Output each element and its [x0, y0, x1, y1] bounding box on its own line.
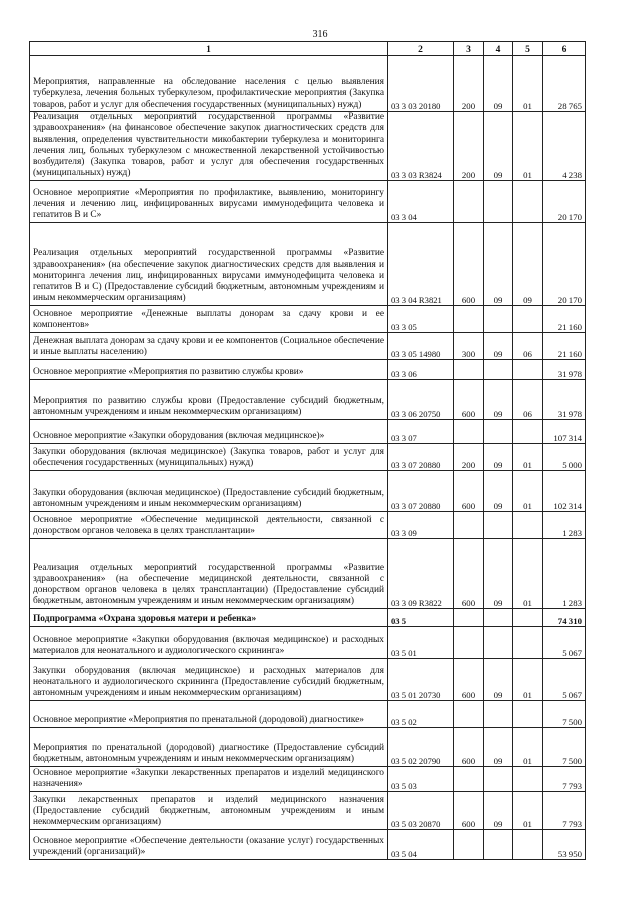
- column-header: 3: [454, 42, 484, 56]
- row-code-cell: 03 5 01 20730: [388, 658, 454, 700]
- row-expense-type-cell: [454, 700, 484, 727]
- row-expense-type-cell: 300: [454, 332, 484, 359]
- row-sum-cell: 5 067: [543, 626, 586, 658]
- row-code-cell: 03 3 09 R3822: [388, 538, 454, 608]
- table-row: [30, 222, 586, 305]
- row-code-cell: 03 5 03: [388, 766, 454, 791]
- row-section-cell: [484, 700, 513, 727]
- row-code-cell: 03 3 06 20750: [388, 379, 454, 419]
- row-subsection-cell: 06: [513, 379, 543, 419]
- row-subsection-cell: [513, 511, 543, 538]
- row-expense-type-cell: [454, 626, 484, 658]
- row-subsection-cell: 01: [513, 470, 543, 511]
- table-row: [30, 700, 586, 727]
- row-section-cell: 09: [484, 56, 513, 112]
- row-code-cell: 03 3 05: [388, 305, 454, 332]
- row-code-cell: 03 3 05 14980: [388, 332, 454, 359]
- row-code-cell: 03 5 03 20870: [388, 791, 454, 829]
- row-subsection-cell: [513, 700, 543, 727]
- row-expense-type-cell: 200: [454, 443, 484, 470]
- row-section-cell: [484, 359, 513, 379]
- row-expense-type-cell: 600: [454, 791, 484, 829]
- budget-table: [29, 41, 586, 860]
- row-expense-type-cell: 200: [454, 56, 484, 112]
- row-expense-type-cell: [454, 419, 484, 443]
- row-name-cell: Денежная выплата донорам за сдачу крови и ее компонентов (Социальное обеспечение и иные выплаты населению): [30, 332, 388, 359]
- row-code-cell: 03 3 07 20880: [388, 443, 454, 470]
- row-name-cell: Основное мероприятие «Мероприятия по профилактике, выявлению, мониторингу лечения и лечению лиц, инфицированных вирусами иммунодефицита человека и гепатитов В и С»: [30, 180, 388, 222]
- row-section-cell: 09: [484, 470, 513, 511]
- row-expense-type-cell: 200: [454, 112, 484, 181]
- row-name-cell: Закупки лекарственных препаратов и изделий медицинского назначения (Предоставление субсидий бюджетным, автономным учреждениям и иным некоммерческим организациям): [30, 791, 388, 829]
- row-name-cell: Закупки оборудования (включая медицинское) и расходных материалов для неонатального и аудиологического скрининга (Предоставление субсидий бюджетным, автономным учреждениям и иным некоммерческим организациям): [30, 658, 388, 700]
- row-subsection-cell: 01: [513, 791, 543, 829]
- row-name-cell: Основное мероприятие «Закупки оборудования (включая медицинское) и расходных материалов для неонатального и аудиологического скрининга»: [30, 626, 388, 658]
- row-sum-cell: 4 238: [543, 112, 586, 181]
- row-subsection-cell: 01: [513, 658, 543, 700]
- row-name-cell: Основное мероприятие «Мероприятия по пренатальной (дородовой) диагностике»: [30, 700, 388, 727]
- row-expense-type-cell: [454, 608, 484, 626]
- row-section-cell: 09: [484, 443, 513, 470]
- row-sum-cell: 7 793: [543, 791, 586, 829]
- table-row: [30, 538, 586, 608]
- row-subsection-cell: [513, 359, 543, 379]
- row-code-cell: 03 3 06: [388, 359, 454, 379]
- row-section-cell: 09: [484, 727, 513, 766]
- row-code-cell: 03 5 04: [388, 829, 454, 859]
- table-row: [30, 359, 586, 379]
- row-expense-type-cell: 600: [454, 470, 484, 511]
- row-section-cell: 09: [484, 379, 513, 419]
- row-name-cell: Реализация отдельных мероприятий государственной программы «Развитие здравоохранения» (на финансовое обеспечение закупок диагностических средств для выявления, определения чувствительности микобактерии туберкулеза и мониторинга лечения лиц, больных туберкулезом с множественной лекарственной устойчивостью возбудителя) (Закупка товаров, работ и услуг для обеспечения государственных (муниципальных) нужд): [30, 112, 388, 181]
- row-code-cell: 03 3 07 20880: [388, 470, 454, 511]
- row-expense-type-cell: [454, 766, 484, 791]
- row-subsection-cell: [513, 419, 543, 443]
- row-expense-type-cell: 600: [454, 538, 484, 608]
- table-row: [30, 658, 586, 700]
- row-sum-cell: 74 310: [543, 608, 586, 626]
- row-sum-cell: 7 500: [543, 700, 586, 727]
- table-row: [30, 829, 586, 859]
- column-header: 5: [513, 42, 543, 56]
- row-subsection-cell: [513, 305, 543, 332]
- row-section-cell: [484, 180, 513, 222]
- row-code-cell: 03 3 07: [388, 419, 454, 443]
- row-expense-type-cell: 600: [454, 379, 484, 419]
- row-section-cell: 09: [484, 791, 513, 829]
- row-sum-cell: 31 978: [543, 379, 586, 419]
- table-row: [30, 419, 586, 443]
- row-sum-cell: 20 170: [543, 222, 586, 305]
- table-row: [30, 180, 586, 222]
- row-expense-type-cell: 600: [454, 727, 484, 766]
- row-code-cell: 03 3 03 20180: [388, 56, 454, 112]
- row-code-cell: 03 3 03 R3824: [388, 112, 454, 181]
- row-name-cell: Основное мероприятие «Обеспечение медицинской деятельности, связанной с донорством органов человека в целях трансплантации»: [30, 511, 388, 538]
- row-subsection-cell: [513, 626, 543, 658]
- row-sum-cell: 21 160: [543, 332, 586, 359]
- row-name-cell: Основное мероприятие «Денежные выплаты донорам за сдачу крови и ее компонентов»: [30, 305, 388, 332]
- row-name-cell: Закупки оборудования (включая медицинское) (Закупка товаров, работ и услуг для обеспечения государственных (муниципальных) нужд): [30, 443, 388, 470]
- table-row: [30, 470, 586, 511]
- row-subsection-cell: 01: [513, 443, 543, 470]
- row-sum-cell: 7 500: [543, 727, 586, 766]
- row-code-cell: 03 3 04 R3821: [388, 222, 454, 305]
- row-section-cell: [484, 608, 513, 626]
- table-row: [30, 511, 586, 538]
- row-code-cell: 03 3 04: [388, 180, 454, 222]
- row-name-cell: Основное мероприятие «Мероприятия по развитию службы крови»: [30, 359, 388, 379]
- row-name-cell: Мероприятия, направленные на обследование населения с целью выявления туберкулеза, лечения больных туберкулезом, профилактические мероприятия (Закупка товаров, работ и услуг для обеспечения государственных (муниципальных) нужд): [30, 56, 388, 112]
- table-header-row: [30, 42, 586, 56]
- row-subsection-cell: 01: [513, 56, 543, 112]
- row-subsection-cell: [513, 608, 543, 626]
- table-row: [30, 766, 586, 791]
- table-row: [30, 727, 586, 766]
- row-sum-cell: 7 793: [543, 766, 586, 791]
- row-subsection-cell: [513, 829, 543, 859]
- row-section-cell: 09: [484, 538, 513, 608]
- row-subsection-cell: 01: [513, 112, 543, 181]
- table-row: [30, 305, 586, 332]
- row-name-cell: Основное мероприятие «Закупки оборудования (включая медицинское)»: [30, 419, 388, 443]
- table-body: [30, 56, 586, 860]
- column-header: 1: [30, 42, 388, 56]
- row-subsection-cell: [513, 766, 543, 791]
- row-sum-cell: 20 170: [543, 180, 586, 222]
- row-code-cell: 03 5 02: [388, 700, 454, 727]
- row-sum-cell: 1 283: [543, 538, 586, 608]
- page-number: 316: [312, 29, 328, 40]
- row-name-cell: Основное мероприятие «Закупки лекарственных препаратов и изделий медицинского назначения»: [30, 766, 388, 791]
- row-expense-type-cell: [454, 511, 484, 538]
- row-sum-cell: 5 067: [543, 658, 586, 700]
- table-row: [30, 443, 586, 470]
- row-sum-cell: 53 950: [543, 829, 586, 859]
- row-sum-cell: 28 765: [543, 56, 586, 112]
- row-name-cell: Мероприятия по пренатальной (дородовой) диагностике (Предоставление субсидий бюджетным, автономным учреждениям и иным некоммерческим организациям): [30, 727, 388, 766]
- row-name-cell: Реализация отдельных мероприятий государственной программы «Развитие здравоохранения» (на обеспечение закупок диагностических средств для выявления и мониторинга лечения лиц, инфицированных вирусами иммунодефицита человека и гепатитов В и С) (Предоставление субсидий бюджетным, автономным учреждениям и иным некоммерческим организациям): [30, 222, 388, 305]
- row-subsection-cell: 01: [513, 538, 543, 608]
- row-section-cell: [484, 305, 513, 332]
- row-expense-type-cell: [454, 180, 484, 222]
- column-header: 2: [388, 42, 454, 56]
- row-section-cell: [484, 626, 513, 658]
- column-header: 6: [543, 42, 586, 56]
- row-section-cell: 09: [484, 112, 513, 181]
- row-subsection-cell: 01: [513, 727, 543, 766]
- row-name-cell: Реализация отдельных мероприятий государственной программы «Развитие здравоохранения» (на обеспечение медицинской деятельности, связанной с донорством органов человека в целях трансплантации) (Предоставление субсидий бюджетным, автономным учреждениям и иным некоммерческим организациям): [30, 538, 388, 608]
- table-row: [30, 332, 586, 359]
- table-row: [30, 112, 586, 181]
- table-row: [30, 608, 586, 626]
- row-subsection-cell: 06: [513, 332, 543, 359]
- row-expense-type-cell: 600: [454, 222, 484, 305]
- row-name-cell: Мероприятия по развитию службы крови (Предоставление субсидий бюджетным, автономным учреждениям и иным некоммерческим организациям): [30, 379, 388, 419]
- row-sum-cell: 1 283: [543, 511, 586, 538]
- table-row: [30, 791, 586, 829]
- row-section-cell: [484, 829, 513, 859]
- row-section-cell: 09: [484, 658, 513, 700]
- row-name-cell: Подпрограмма «Охрана здоровья матери и ребенка»: [30, 608, 388, 626]
- row-subsection-cell: [513, 180, 543, 222]
- row-section-cell: 09: [484, 332, 513, 359]
- table-row: [30, 626, 586, 658]
- row-expense-type-cell: [454, 829, 484, 859]
- row-sum-cell: 21 160: [543, 305, 586, 332]
- row-code-cell: 03 3 09: [388, 511, 454, 538]
- row-sum-cell: 107 314: [543, 419, 586, 443]
- table-row: [30, 379, 586, 419]
- row-name-cell: Закупки оборудования (включая медицинское) (Предоставление субсидий бюджетным, автономным учреждениям и иным некоммерческим организациям): [30, 470, 388, 511]
- column-header: 4: [484, 42, 513, 56]
- row-sum-cell: 31 978: [543, 359, 586, 379]
- row-code-cell: 03 5: [388, 608, 454, 626]
- row-section-cell: [484, 419, 513, 443]
- row-code-cell: 03 5 02 20790: [388, 727, 454, 766]
- row-sum-cell: 102 314: [543, 470, 586, 511]
- table-row: [30, 56, 586, 112]
- row-code-cell: 03 5 01: [388, 626, 454, 658]
- row-section-cell: [484, 511, 513, 538]
- row-expense-type-cell: [454, 359, 484, 379]
- row-section-cell: 09: [484, 222, 513, 305]
- row-subsection-cell: 09: [513, 222, 543, 305]
- row-name-cell: Основное мероприятие «Обеспечение деятельности (оказание услуг) государственных учреждений (организаций)»: [30, 829, 388, 859]
- row-sum-cell: 5 000: [543, 443, 586, 470]
- row-section-cell: [484, 766, 513, 791]
- row-expense-type-cell: 600: [454, 658, 484, 700]
- row-expense-type-cell: [454, 305, 484, 332]
